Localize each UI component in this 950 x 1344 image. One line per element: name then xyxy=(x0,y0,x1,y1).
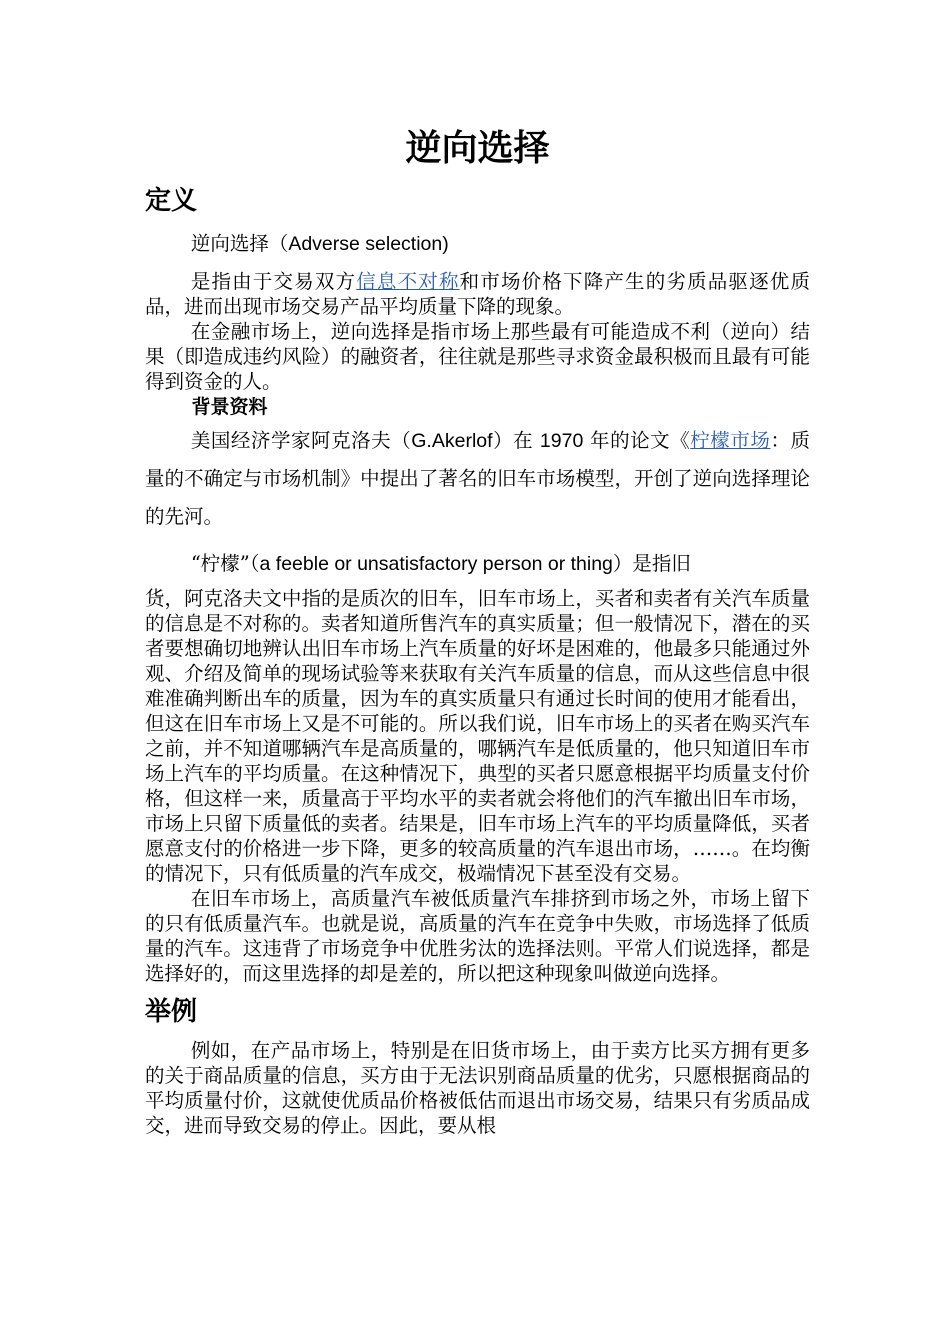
background-heading: 背景资料 xyxy=(191,396,268,418)
document-page xyxy=(145,125,810,1138)
definition-term xyxy=(145,231,810,257)
paragraph-text: ）是指旧 xyxy=(612,552,691,575)
background-paragraph-3: 货，阿克洛夫文中指的是质次的旧车，旧车市场上，买者和卖者有关汽车质量的信息是不对称的。卖者知道所售汽车的真实质量；但一般情况下，潜在的买者要想确切地辨认出旧车市场上汽车质量的好坏是困难的，他最多只能通过外观、介绍及简单的现场试验等来获取有关汽车质量的信息，而从这些信息中很难准确判断出车的质量，因为车的真实质量只有通过长时间的使用才能看出，但这在旧车市场上又是不可能的。所以我们说，旧车市场上的买者在购买汽车之前，并不知道哪辆汽车是高质量的，哪辆汽车是低质量的，他只知道旧车市场上汽车的平均质量。在这种情况下，典型的买者只愿意根据平均质量支付价格，但这样一来，质量高于平均水平的卖者就会将他们的汽车撤出旧车市场，市场上只留下质量低的卖者。结果是，旧车市场上汽车的平均质量降低，买者愿意支付的价格进一步下降，更多的较高质量的汽车退出市场，……。在均衡的情况下，只有低质量的汽车成交，极端情况下甚至没有交易。 xyxy=(145,587,810,885)
paragraph-text: 和市场价格下降产生的劣质品驱逐优质品，进而出现市场交易产品平均质量下降的现象。 xyxy=(145,270,810,318)
section-heading-definition: 定义 xyxy=(145,186,198,216)
term-zh: 逆向选择（ xyxy=(190,232,289,255)
definition-paragraph-1 xyxy=(145,269,810,319)
section-heading-example: 举例 xyxy=(145,997,198,1027)
term-en: Adverse selection) xyxy=(288,233,449,255)
paragraph-text: ：质量的不确定与市场机制》中提出了著名的旧车市场模型，开创了逆向选择理论的先河。 xyxy=(145,429,810,528)
paragraph-text: “柠檬”（ xyxy=(190,552,260,575)
paragraph-text: 是指由于交易双方 xyxy=(190,270,357,293)
background-paragraph-2 xyxy=(145,548,810,580)
background-paragraph-4: 在旧车市场上，高质量汽车被低质量汽车排挤到市场之外，市场上留下的只有低质量汽车。也就是说，高质量的汽车在竞争中失败，市场选择了低质量的汽车。这违背了市场竞争中优胜劣汰的选择法则。平常人们说选择，都是选择好的，而这里选择的却是差的，所以把这种现象叫做逆向选择。 xyxy=(145,887,810,985)
definition-paragraph-2: 在金融市场上，逆向选择是指市场上那些最有可能造成不利（逆向）结果（即造成违约风险）的融资者，往往就是那些寻求资金最积极而且最有可能得到资金的人。 xyxy=(145,320,810,393)
paragraph-text: ）在 xyxy=(492,429,540,452)
paragraph-text: 美国经济学家阿克洛夫（ xyxy=(190,429,412,452)
background-paragraph-1 xyxy=(145,422,810,536)
link-lemon-market[interactable]: 柠檬市场 xyxy=(690,429,771,452)
year: 1970 xyxy=(539,430,584,452)
link-information-asymmetry[interactable]: 信息不对称 xyxy=(356,270,460,293)
document-title: 逆向选择 xyxy=(405,128,550,169)
author-name-en: G.Akerlof xyxy=(411,430,493,452)
paragraph-text: 年的论文《 xyxy=(583,429,691,452)
lemon-definition-en: a feeble or unsatisfactory person or thing xyxy=(259,553,613,575)
example-paragraph-1: 例如，在产品市场上，特别是在旧货市场上，由于卖方比买方拥有更多的关于商品质量的信息，买方由于无法识别商品质量的优劣，只愿根据商品的平均质量付价，这就使优质品价格被低估而退出市场交易，结果只有劣质品成交，进而导致交易的停止。因此，要从根 xyxy=(145,1039,810,1137)
